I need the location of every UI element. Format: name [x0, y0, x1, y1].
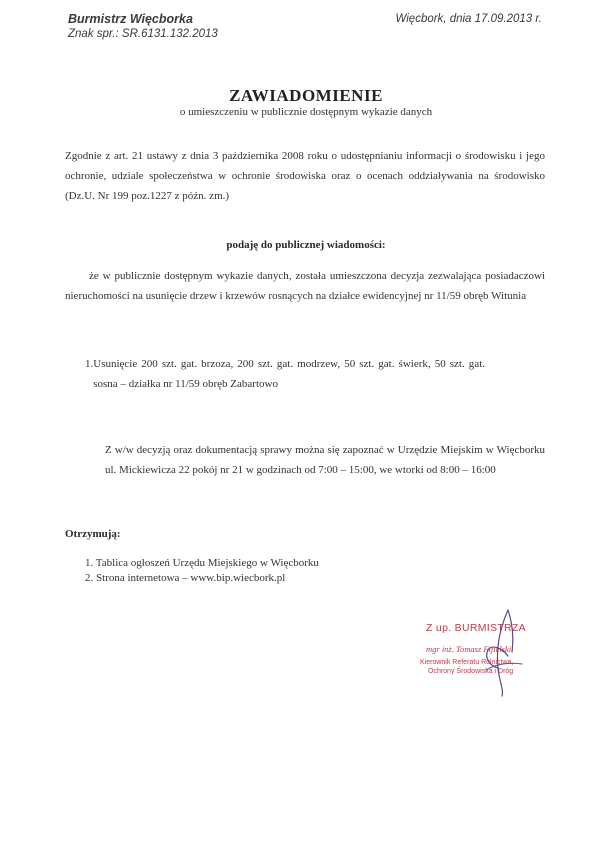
- legal-basis-paragraph: Zgodnie z art. 21 ustawy z dnia 3 października 2008 roku o udostępnianiu informacji o środowisku i jego ochronie, udziale społeczeństwa w ochronie środowiska oraz o ocenach oddziaływania na środowisko (Dz.U. Nr 199 poz.1227 z późn. zm.): [65, 150, 545, 202]
- issuing-authority: Burmistrz Więcborka: [68, 12, 193, 26]
- recipient-item: 1. Tablica ogłoszeń Urzędu Miejskiego w Więcborku: [85, 557, 319, 569]
- handwritten-signature: [478, 608, 528, 698]
- letterhead: [68, 12, 218, 42]
- recipients-heading: Otrzymują:: [65, 528, 121, 540]
- announcement-paragraph: że w publicznie dostępnym wykazie danych, została umieszczona decyzja zezwalająca posiadaczowi nieruchomości na usunięcie drzew i krzewów rosnących na działce ewidencyjnej nr 11/59 obręb Witunia: [65, 270, 545, 302]
- stamp-role-line: Ochrony Środowiska i Dróg: [428, 668, 514, 675]
- stamp-title: Z up. BURMISTRZA: [426, 622, 526, 634]
- place-and-date: Więcbork, dnia 17.09.2013 r.: [395, 13, 542, 25]
- list-item: [85, 354, 485, 394]
- document-title: ZAWIADOMIENIE: [229, 86, 383, 105]
- stamp-role-line: Kierownik Referatu Rolnictwa,: [420, 659, 514, 666]
- recipient-item: 2. Strona internetowa – www.bip.wiecbork.pl: [85, 572, 286, 584]
- signature-stamp: [418, 618, 548, 688]
- decision-list: [85, 354, 485, 394]
- office-hours-paragraph: Z w/w decyzją oraz dokumentacją sprawy można się zapoznać w Urzędzie Miejskim w Więcborku ul. Mickiewicza 22 pokój nr 21 w godzinach od 7:00 – 15:00, we wtorki od 8:00 – 16:00: [105, 444, 545, 476]
- recipients-list: [85, 556, 319, 586]
- document-subtitle: o umieszczeniu w publicznie dostępnym wykazie danych: [179, 106, 433, 118]
- announcement-heading: podaję do publicznej wiadomości:: [226, 239, 386, 251]
- list-item-number: 1.: [85, 358, 94, 370]
- case-reference: Znak spr.: SR.6131.132.2013: [68, 28, 218, 40]
- stamp-signatory-name: mgr inż. Tomasz Fijielski: [426, 644, 512, 654]
- list-item-text: Usunięcie 200 szt. gat. brzoza, 200 szt. gat. modrzew, 50 szt. gat. świerk, 50 szt. gat. sosna – działka nr 11/59 obręb Zabartowo: [93, 358, 485, 390]
